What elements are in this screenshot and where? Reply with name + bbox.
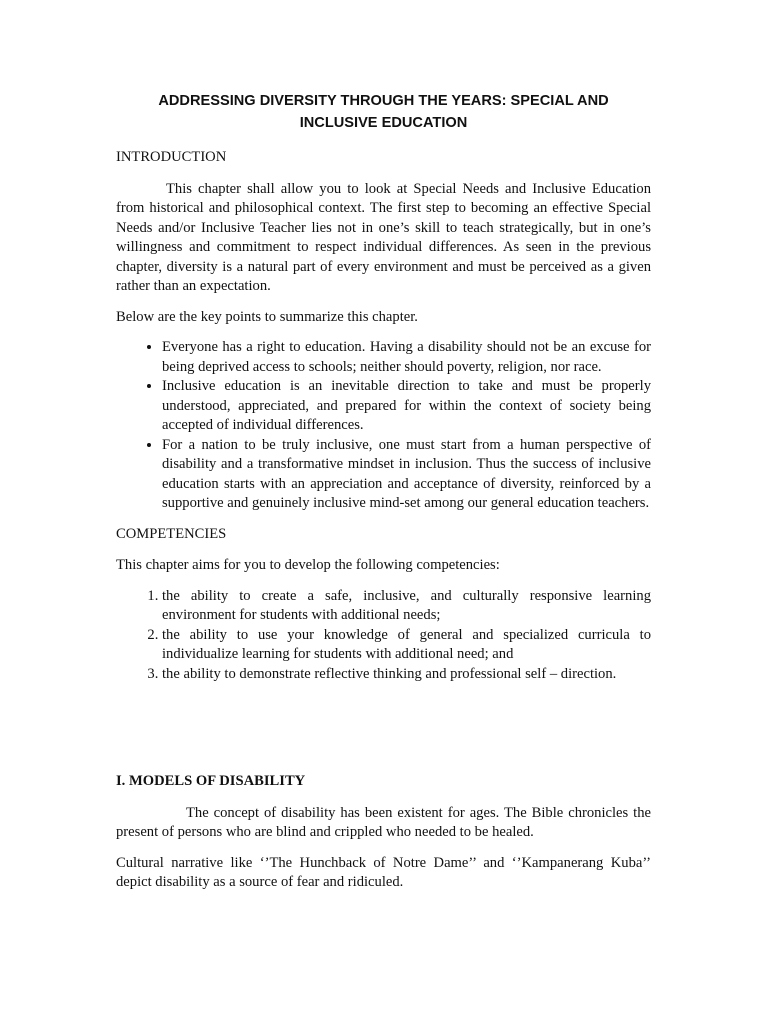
section-spacer bbox=[116, 695, 651, 772]
models-heading: I. MODELS OF DISABILITY bbox=[116, 773, 306, 789]
list-item: 3. the ability to demonstrate reflective thinking and professional self – direction. bbox=[162, 665, 651, 685]
competencies-heading: COMPETENCIES bbox=[116, 525, 227, 542]
title-line-2: INCLUSIVE EDUCATION bbox=[299, 115, 468, 131]
introduction-paragraph: This chapter shall allow you to look at Special Needs and Inclusive Education from historical and philosophical context. The first step to becoming an effective Special Needs and/or Inclusive Teacher lies not in one’s skill to teach strategically, but in one’s willingness and commitment to respect individual differences. As seen in the previous chapter, diversity is a natural part of every environment and must be perceived as a given rather than an expectation. bbox=[116, 180, 651, 294]
list-item: 2. the ability to use your knowledge of general and specialized curricula to individualize learning for students with additional need; and bbox=[162, 626, 651, 665]
competencies-intro: This chapter aims for you to develop the following competencies: bbox=[116, 557, 500, 573]
models-paragraph-2: Cultural narrative like ‘’The Hunchback of Notre Dame’’ and ‘’Kampanerang Kuba’’ depict disability as a source of fear and ridiculed. bbox=[116, 854, 651, 890]
key-points-intro: Below are the key points to summarize this chapter. bbox=[116, 308, 418, 325]
models-paragraph-1: The concept of disability has been existent for ages. The Bible chronicles the present of persons who are blind and crippled who needed to be healed. bbox=[116, 804, 651, 840]
competencies-list bbox=[116, 587, 651, 685]
key-points-list bbox=[116, 338, 651, 514]
document-page bbox=[116, 90, 651, 904]
list-item: • Everyone has a right to education. Having a disability should not be an excuse for being deprived access to schools; neither should poverty, religion, nor race. bbox=[162, 338, 651, 377]
list-item: • Inclusive education is an inevitable direction to take and must be properly understood, appreciated, and prepared for within the context of society being accepted of individual differences. bbox=[162, 377, 651, 436]
title-line-1: ADDRESSING DIVERSITY THROUGH THE YEARS: SPECIAL AND bbox=[158, 93, 609, 109]
introduction-heading: INTRODUCTION bbox=[116, 149, 227, 165]
list-item: 1. the ability to create a safe, inclusive, and culturally responsive learning environment for students with additional needs; bbox=[162, 587, 651, 626]
document-title bbox=[116, 90, 651, 134]
list-item: • For a nation to be truly inclusive, one must start from a human perspective of disability and a transformative mindset in inclusion. Thus the success of inclusive education starts with an appreciation and acceptance of diversity, reinforced by a supportive and genuinely inclusive mind-set among our general education teachers. bbox=[162, 436, 651, 514]
